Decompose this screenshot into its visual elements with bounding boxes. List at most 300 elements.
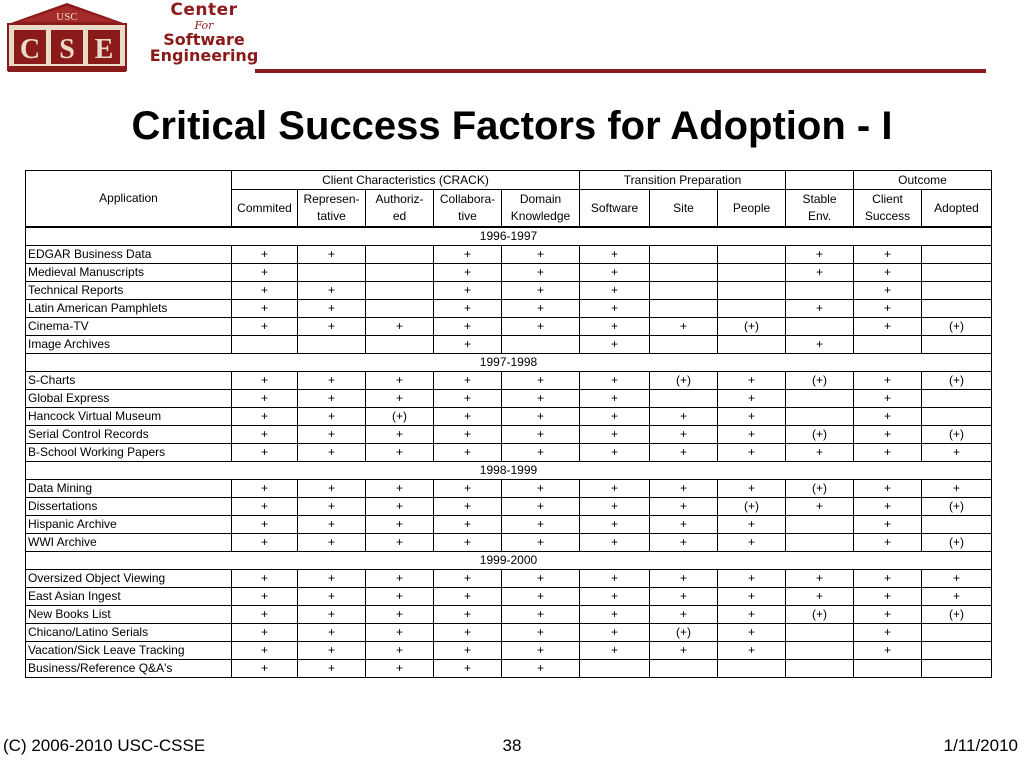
column-header-line: Represen- [303,192,360,206]
factor-cell: + [854,606,922,624]
column-header [434,190,502,228]
column-header-line: Client [872,192,903,206]
factor-cell: + [718,606,786,624]
factor-cell: + [434,498,502,516]
factor-cell: + [366,318,434,336]
factor-cell: + [718,534,786,552]
factor-cell: + [854,642,922,660]
factor-cell: + [298,246,366,264]
table-row [26,336,992,354]
factor-cell [718,246,786,264]
factor-cell: + [580,300,650,318]
factor-cell: + [502,444,580,462]
factor-cell: + [434,390,502,408]
factor-cell: + [366,498,434,516]
factor-cell: + [580,246,650,264]
factor-cell: + [786,264,854,282]
factor-cell: + [580,606,650,624]
factor-cell: + [434,372,502,390]
logo-letter-e: E [94,34,114,65]
factor-cell: + [434,570,502,588]
factor-cell: + [232,372,298,390]
factor-cell: + [232,480,298,498]
factor-cell: + [718,390,786,408]
column-header-line: Stable [802,192,837,206]
factor-cell: + [854,444,922,462]
factor-cell: + [786,588,854,606]
factor-cell: (+) [786,426,854,444]
column-header [650,190,718,228]
application-name: Chicano/Latino Serials [26,624,232,642]
factor-cell: + [502,246,580,264]
factor-cell [718,300,786,318]
column-header-line: ed [392,209,407,223]
factor-cell: + [434,588,502,606]
table-row [26,624,992,642]
factor-cell: + [366,588,434,606]
success-factors-table [25,170,992,678]
table-row [26,372,992,390]
factor-cell: + [854,516,922,534]
factor-cell: + [650,426,718,444]
factor-cell [580,660,650,678]
factor-cell: + [434,264,502,282]
factor-cell: + [718,408,786,426]
factor-cell: (+) [922,372,992,390]
factor-cell: + [786,570,854,588]
factor-cell: + [502,642,580,660]
factor-cell: + [232,606,298,624]
org-line-center: Center [170,0,238,20]
application-name: Serial Control Records [26,426,232,444]
factor-cell: + [298,390,366,408]
factor-cell: + [434,282,502,300]
factor-cell: + [502,660,580,678]
factor-cell [922,390,992,408]
page-number: 38 [502,736,522,755]
factor-cell: + [502,318,580,336]
factor-cell: + [232,300,298,318]
factor-cell: (+) [650,624,718,642]
factor-cell: + [854,408,922,426]
column-header [786,190,854,228]
header-application: Application [26,171,232,228]
factor-cell: + [366,426,434,444]
factor-cell: + [580,444,650,462]
table-row [26,642,992,660]
year-label: 1999-2000 [26,552,992,570]
factor-cell: + [232,246,298,264]
factor-cell: + [366,372,434,390]
factor-cell: + [232,318,298,336]
factor-cell: + [580,390,650,408]
factor-cell [650,390,718,408]
application-name: Medieval Manuscripts [26,264,232,282]
factor-cell: + [232,498,298,516]
column-header-line: tive [458,209,477,223]
factor-cell: + [434,336,502,354]
factor-cell: + [298,372,366,390]
table-row [26,300,992,318]
factor-cell: + [854,534,922,552]
factor-cell [718,264,786,282]
factor-cell: + [718,588,786,606]
factor-cell: + [854,390,922,408]
factor-cell: + [650,570,718,588]
factor-cell: (+) [922,534,992,552]
factor-cell: + [718,642,786,660]
factor-cell [854,336,922,354]
factor-cell: + [502,264,580,282]
factor-cell: + [298,480,366,498]
column-header-line: Commited [237,200,292,215]
factor-cell [298,336,366,354]
factor-cell: + [854,300,922,318]
factor-cell: + [232,390,298,408]
factor-cell: (+) [718,318,786,336]
application-name: EDGAR Business Data [26,246,232,264]
column-header-line: Authoriz- [375,192,424,206]
factor-cell: + [434,408,502,426]
year-row [26,552,992,570]
table-body [26,171,992,678]
factor-cell: + [650,318,718,336]
factor-cell [718,282,786,300]
factor-cell: + [854,570,922,588]
application-name: Data Mining [26,480,232,498]
year-row [26,354,992,372]
factor-cell: + [580,336,650,354]
table-row [26,246,992,264]
application-name: Cinema-TV [26,318,232,336]
factor-cell: + [854,318,922,336]
factor-cell: + [366,624,434,642]
factor-cell: + [434,318,502,336]
factor-cell: + [786,336,854,354]
factor-cell: + [580,264,650,282]
factor-cell: + [650,408,718,426]
factor-cell: (+) [650,372,718,390]
year-label: 1997-1998 [26,354,992,372]
factor-cell: + [298,624,366,642]
table-row [26,516,992,534]
factor-cell [366,246,434,264]
factor-cell: + [502,534,580,552]
factor-cell [922,408,992,426]
column-header [580,190,650,228]
year-label: 1996-1997 [26,227,992,246]
factor-cell: + [854,264,922,282]
factor-cell [366,300,434,318]
factor-cell: (+) [922,498,992,516]
factor-cell: + [434,444,502,462]
application-name: Hispanic Archive [26,516,232,534]
factor-cell: + [434,480,502,498]
factor-cell: (+) [786,606,854,624]
factor-cell: + [650,534,718,552]
factor-cell: + [502,516,580,534]
factor-cell [922,246,992,264]
factor-cell: + [298,570,366,588]
application-name: Oversized Object Viewing [26,570,232,588]
factor-cell: + [922,480,992,498]
factor-cell: + [502,282,580,300]
factor-cell: + [232,444,298,462]
factor-cell: + [650,498,718,516]
factor-cell: + [786,300,854,318]
factor-cell: + [434,426,502,444]
factor-cell: + [854,246,922,264]
factor-cell: + [232,570,298,588]
factor-cell: + [366,660,434,678]
factor-cell: + [232,642,298,660]
org-line-software: Software [163,30,245,49]
factor-cell: + [366,390,434,408]
factor-cell: + [786,444,854,462]
footer-date: 1/11/2010 [943,736,1018,755]
column-header-line: Software [590,200,639,215]
factor-cell: (+) [922,318,992,336]
factor-cell [786,390,854,408]
factor-cell: + [718,570,786,588]
factor-cell [786,660,854,678]
factor-cell: + [718,624,786,642]
factor-cell [232,336,298,354]
factor-cell: + [502,300,580,318]
column-header-line: Collabora- [439,192,496,206]
factor-cell [650,336,718,354]
table-row [26,606,992,624]
factor-cell: + [232,624,298,642]
factor-cell: (+) [922,606,992,624]
factor-cell: + [854,498,922,516]
factor-cell: + [502,408,580,426]
factor-cell: + [298,642,366,660]
factor-cell: + [232,408,298,426]
factor-cell: + [434,660,502,678]
factor-cell: + [298,660,366,678]
factor-cell: + [580,426,650,444]
factor-cell: + [366,570,434,588]
factor-cell: + [434,606,502,624]
table-row [26,408,992,426]
application-name: Technical Reports [26,282,232,300]
column-header [922,190,992,228]
factor-cell [922,300,992,318]
factor-cell: + [786,498,854,516]
factor-cell: + [298,318,366,336]
factor-cell: + [434,300,502,318]
factor-cell [922,336,992,354]
factor-cell: + [922,588,992,606]
column-header-line: Knowledge [510,209,571,223]
table-row [26,318,992,336]
factor-cell [650,264,718,282]
factor-cell: + [434,534,502,552]
success-factors-table-wrap [25,170,992,678]
factor-cell: + [718,480,786,498]
column-header-line: Adopted [934,200,979,215]
column-header-line: Success [864,209,911,223]
factor-cell [786,534,854,552]
factor-cell: + [366,642,434,660]
factor-cell: + [580,318,650,336]
factor-cell [502,336,580,354]
slide-title: Critical Success Factors for Adoption - I [131,104,893,148]
factor-cell: + [718,516,786,534]
column-header-line: People [732,200,771,215]
table-row [26,480,992,498]
factor-cell: + [298,516,366,534]
factor-cell [786,624,854,642]
org-line-engineering: Engineering [149,46,259,65]
factor-cell: + [502,624,580,642]
logo-letter-s: S [59,34,75,65]
factor-cell [650,246,718,264]
factor-cell: + [922,444,992,462]
application-name: Latin American Pamphlets [26,300,232,318]
table-row [26,426,992,444]
factor-cell: (+) [922,426,992,444]
factor-cell: + [650,516,718,534]
column-header-line: tative [317,209,346,223]
factor-cell: + [366,606,434,624]
factor-cell: + [434,246,502,264]
table-row [26,498,992,516]
application-name: S-Charts [26,372,232,390]
factor-cell: + [854,588,922,606]
factor-cell: + [502,426,580,444]
table-row [26,264,992,282]
logo-usc: USC [56,11,78,23]
factor-cell [786,318,854,336]
factor-cell [366,264,434,282]
factor-cell: + [298,300,366,318]
header-rule [255,69,986,73]
factor-cell: + [854,624,922,642]
factor-cell: + [580,570,650,588]
usc-csse-logo [4,2,130,74]
factor-cell [786,282,854,300]
table-row [26,588,992,606]
factor-cell: (+) [786,480,854,498]
factor-cell: + [580,498,650,516]
factor-cell: + [502,390,580,408]
factor-cell: + [650,444,718,462]
factor-cell [922,624,992,642]
column-header [718,190,786,228]
table-row [26,282,992,300]
factor-cell [718,660,786,678]
application-name: Dissertations [26,498,232,516]
column-header [366,190,434,228]
factor-cell: + [580,282,650,300]
factor-cell: + [854,480,922,498]
factor-cell [922,282,992,300]
application-name: Vacation/Sick Leave Tracking [26,642,232,660]
factor-cell [922,660,992,678]
factor-cell: + [232,588,298,606]
logo-letter-c: C [19,34,41,65]
factor-cell: (+) [366,408,434,426]
factor-cell [922,516,992,534]
factor-cell: + [232,282,298,300]
factor-cell: + [232,426,298,444]
factor-cell: + [580,480,650,498]
factor-cell: + [232,534,298,552]
factor-cell: + [298,408,366,426]
header-crack-group: Client Characteristics (CRACK) [232,171,580,190]
factor-cell: + [718,372,786,390]
factor-cell: + [502,606,580,624]
factor-cell [650,282,718,300]
org-line-for: For [194,19,214,32]
factor-cell: + [580,624,650,642]
header-blank-group [786,171,854,190]
factor-cell: (+) [718,498,786,516]
factor-cell [366,282,434,300]
table-row [26,390,992,408]
factor-cell: + [298,426,366,444]
factor-cell: + [298,282,366,300]
factor-cell: + [232,660,298,678]
factor-cell: + [434,642,502,660]
application-name: B-School Working Papers [26,444,232,462]
column-header-line: Site [673,200,694,215]
column-header-line: Domain [519,192,562,206]
factor-cell: + [580,588,650,606]
factor-cell: + [580,372,650,390]
factor-cell: + [298,606,366,624]
factor-cell: + [922,570,992,588]
factor-cell: + [650,606,718,624]
column-header [232,190,298,228]
year-row [26,462,992,480]
factor-cell [922,264,992,282]
application-name: WWI Archive [26,534,232,552]
application-name: Business/Reference Q&A's [26,660,232,678]
table-row [26,660,992,678]
year-row [26,227,992,246]
factor-cell: + [580,534,650,552]
factor-cell: + [854,372,922,390]
application-name: New Books List [26,606,232,624]
column-header [502,190,580,228]
column-header-line: Env. [807,209,832,223]
factor-cell: + [502,480,580,498]
factor-cell [718,336,786,354]
factor-cell: + [718,426,786,444]
application-name: Hancock Virtual Museum [26,408,232,426]
factor-cell: (+) [786,372,854,390]
factor-cell: + [298,588,366,606]
factor-cell [922,642,992,660]
application-name: Image Archives [26,336,232,354]
factor-cell [650,300,718,318]
factor-cell: + [298,534,366,552]
factor-cell: + [298,498,366,516]
factor-cell: + [786,246,854,264]
factor-cell: + [502,570,580,588]
table-row [26,444,992,462]
factor-cell: + [366,480,434,498]
factor-cell [854,660,922,678]
header-outcome-group: Outcome [854,171,992,190]
application-name: East Asian Ingest [26,588,232,606]
table-row [26,534,992,552]
factor-cell: + [854,282,922,300]
org-name [144,2,264,64]
